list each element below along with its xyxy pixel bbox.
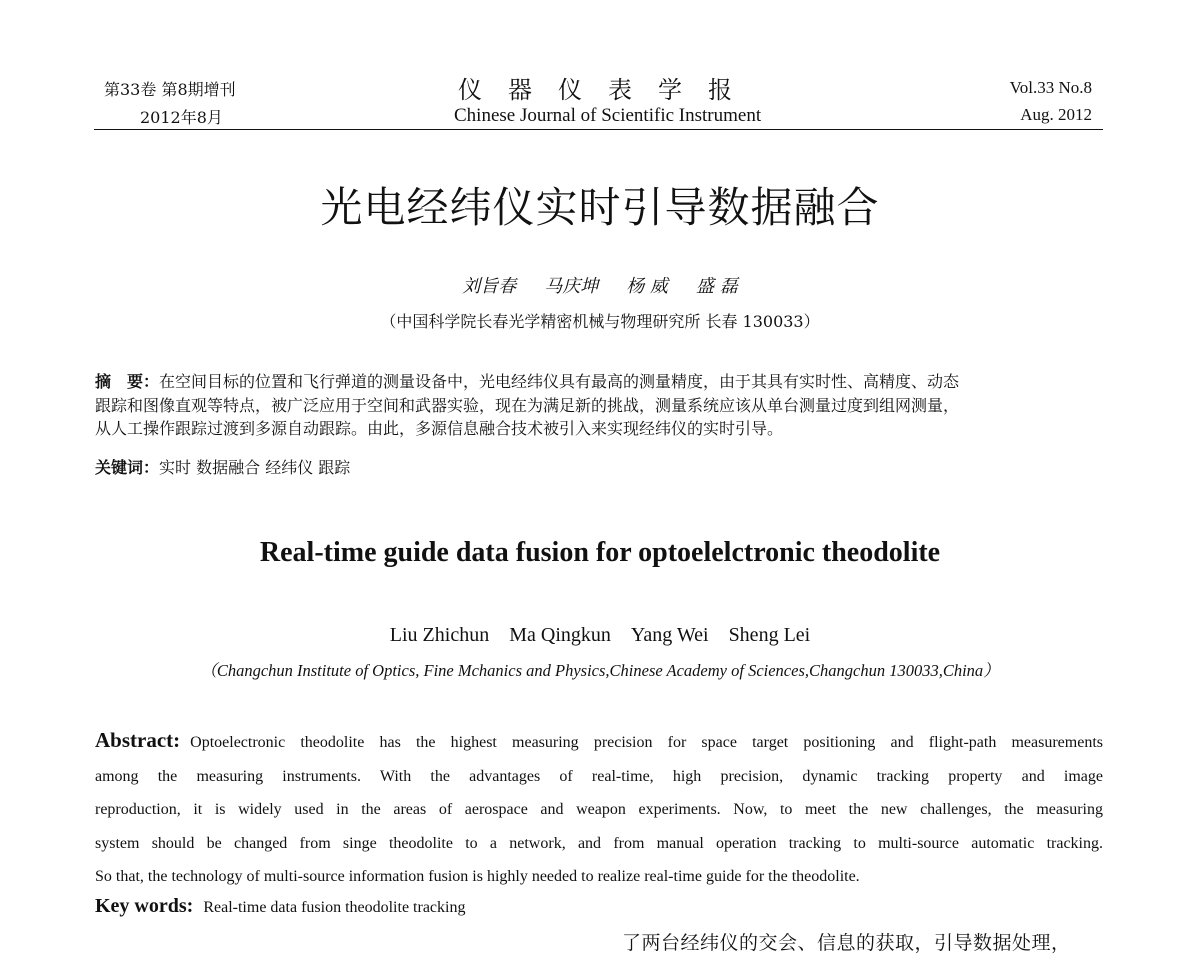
author-cn: 盛 磊 — [696, 276, 738, 297]
abstract-cn — [95, 370, 1103, 441]
affiliation-cn: （中国科学院长春光学精密机械与物理研究所 长春 130033） — [380, 312, 820, 331]
abstract-en — [95, 724, 1103, 894]
author-cn: 刘旨春 — [462, 276, 517, 297]
author-cn: 杨 威 — [626, 276, 668, 297]
abstract-cn-label: 摘 要： — [95, 372, 160, 391]
abstract-en-line — [95, 724, 1103, 760]
keywords-cn — [95, 455, 350, 478]
author-en: Sheng Lei — [728, 624, 811, 646]
keywords-en-label: Key words: — [95, 895, 194, 917]
abstract-cn-line — [95, 370, 1103, 394]
author-en: Liu Zhichun — [389, 624, 490, 646]
abstract-en-line: among the measuring instruments. With the advantages of real-time, high precision, dynamic tracking property and image — [95, 767, 1103, 785]
keywords-en-text: Real-time data fusion theodolite tracking — [203, 899, 466, 916]
abstract-en-line: So that, the technology of multi-source information fusion is highly needed to realize real-time guide for the theodolite. — [95, 868, 860, 885]
abstract-en-text: Optoelectronic theodolite has the highest measuring precision for space target positioning and flight-path measurements — [190, 734, 1103, 751]
keywords-cn-text: 实时 数据融合 经纬仪 跟踪 — [159, 458, 351, 477]
keywords-en — [95, 895, 465, 918]
abstract-en-label: Abstract: — [95, 728, 181, 752]
body-text-continuation: 了两台经纬仪的交会、信息的获取，引导数据处理， — [622, 932, 1071, 954]
date-cn: 2012年8月 — [140, 108, 223, 127]
affiliation-en: （Changchun Institute of Optics, Fine Mchanics and Physics,Chinese Academy of Sciences,Changchun 130033,China） — [200, 661, 1000, 680]
keywords-cn-label: 关键词： — [95, 458, 160, 477]
abstract-cn-line: 跟踪和图像直观等特点，被广泛应用于空间和武器实验，现在为满足新的挑战，测量系统应该从单台测量过度到组网测量， — [95, 395, 960, 415]
paper-title-cn: 光电经纬仪实时引导数据融合 — [320, 183, 880, 232]
header-rule — [94, 129, 1103, 130]
author-en: Ma Qingkun — [509, 624, 611, 646]
abstract-cn-line: 从人工操作跟踪过渡到多源自动跟踪。由此，多源信息融合技术被引入来实现经纬仪的实时引导。 — [95, 419, 784, 438]
journal-title-cn: 仪器仪表学报 — [458, 76, 758, 104]
authors-en — [0, 624, 1200, 647]
paper-title-en: Real-time guide data fusion for optoelelctronic theodolite — [259, 537, 941, 568]
author-en: Yang Wei — [630, 624, 709, 646]
date-en: Aug. 2012 — [1020, 105, 1092, 124]
abstract-en-line: reproduction, it is widely used in the areas of aerospace and weapon experiments. Now, to meet the new challenges, the measuring — [95, 801, 1103, 818]
volume-issue-cn: 第33卷 第8期增刊 — [104, 80, 236, 99]
authors-cn — [0, 272, 1200, 298]
author-cn: 马庆坤 — [544, 276, 599, 297]
volume-issue-en: Vol.33 No.8 — [1009, 78, 1092, 97]
journal-title-en: Chinese Journal of Scientific Instrument — [454, 105, 762, 126]
abstract-en-line: system should be changed from singe theodolite to a network, and from manual operation tracking to multi-source automatic tracking. — [95, 834, 1103, 852]
abstract-cn-text: 在空间目标的位置和飞行弹道的测量设备中，光电经纬仪具有最高的测量精度，由于其具有实时性、高精度、动态 — [159, 372, 960, 391]
